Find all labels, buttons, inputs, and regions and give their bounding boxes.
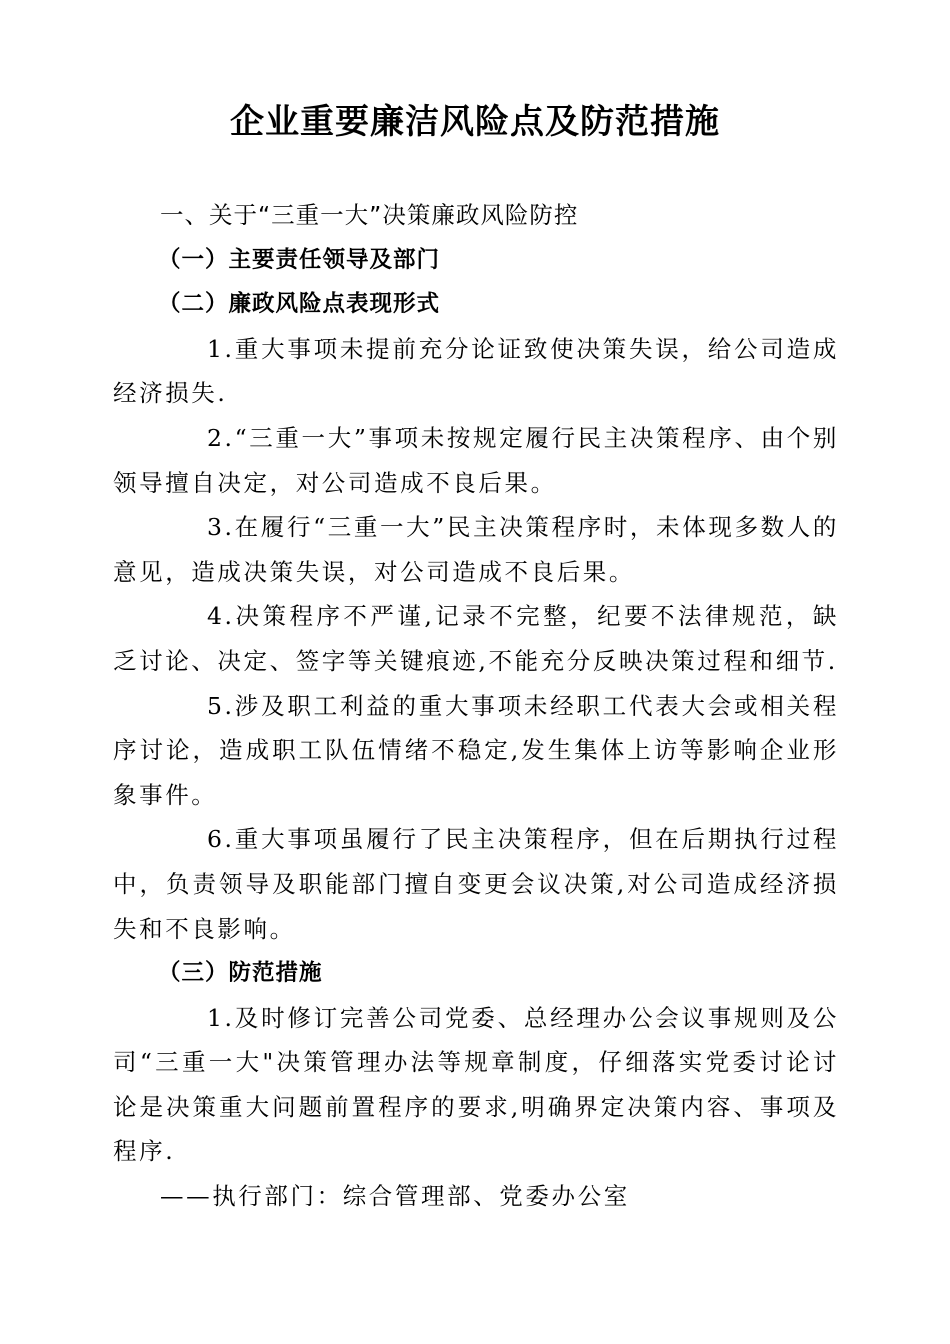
section-heading: 一、关于“三重一大”决策廉政风险防控 <box>160 201 579 229</box>
subheading-responsible-leaders: （一）主要责任领导及部门 <box>158 246 441 273</box>
document-body <box>113 193 839 1219</box>
risk-item-text: 涉及职工利益的重大事项未经职工代表大会或相关程序讨论，造成职工队伍情绪不稳定,发生集体上访等影响企业形象事件。 <box>113 691 839 809</box>
risk-item <box>113 594 839 683</box>
risk-item <box>113 327 839 416</box>
subheading-prevention-measures: （三）防范措施 <box>158 960 323 987</box>
measure-item-text: 及时修订完善公司党委、总经理办公会议事规则及公司“三重一大"决策管理办法等规章制度，仔细落实党委讨论讨论是决策重大问题前置程序的要求,明确界定决策内容、事项及程序. <box>113 1003 839 1166</box>
risk-item <box>113 817 839 951</box>
risk-item-number: 2. <box>207 423 235 452</box>
risk-item <box>113 684 839 818</box>
risk-item-number: 5. <box>207 691 235 720</box>
risk-item-number: 1. <box>207 334 235 363</box>
risk-item-text: 重大事项虽履行了民主决策程序，但在后期执行过程中，负责领导及职能部门擅自变更会议决策,对公司造成经济损失和不良影响。 <box>113 825 839 943</box>
subheading-risk-forms: （二）廉政风险点表现形式 <box>158 291 441 318</box>
measure-item-number: 1. <box>207 1003 235 1032</box>
risk-item-number: 4. <box>207 602 235 631</box>
executing-department: ——执行部门：综合管理部、党委办公室 <box>160 1182 630 1211</box>
risk-item <box>113 416 839 505</box>
risk-item-number: 3. <box>207 513 235 542</box>
risk-item-text: 在履行“三重一大”民主决策程序时，未体现多数人的意见，造成决策失误，对公司造成不良后果。 <box>113 513 839 586</box>
risk-item-text: “三重一大”事项未按规定履行民主决策程序、由个别领导擅自决定，对公司造成不良后果。 <box>113 423 839 497</box>
measure-item <box>113 996 839 1174</box>
risk-item-text: 决策程序不严谨,记录不完整，纪要不法律规范，缺乏讨论、决定、签字等关键痕迹,不能充分反映决策过程和细节. <box>113 602 839 675</box>
document-title: 企业重要廉洁风险点及防范措施 <box>230 102 720 142</box>
risk-item <box>113 505 839 594</box>
risk-item-number: 6. <box>207 825 235 854</box>
risk-item-text: 重大事项未提前充分论证致使决策失误，给公司造成经济损失. <box>113 334 839 408</box>
